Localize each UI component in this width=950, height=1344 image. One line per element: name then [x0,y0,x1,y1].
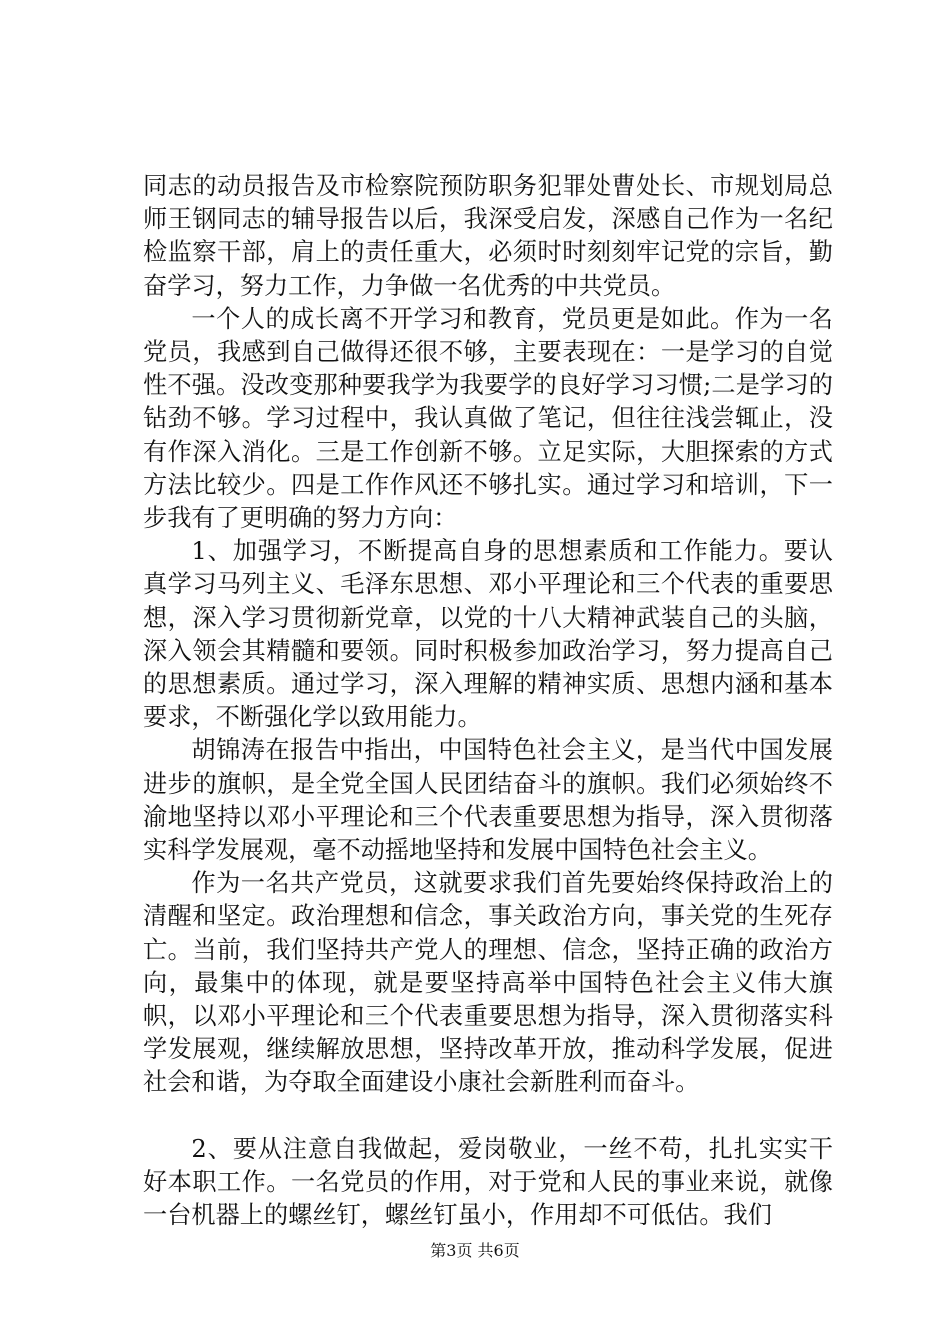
paragraph-6: 2、要从注意自我做起，爱岗敬业，一丝不苟，扎扎实实干好本职工作。一名党员的作用，对于党和人民的事业来说，就像一台机器上的螺丝钉，螺丝钉虽小，作用却不可低估。我们 [143,1134,833,1230]
paragraph-5: 作为一名共产党员，这就要求我们首先要始终保持政治上的清醒和坚定。政治理想和信念，事关政治方向，事关党的生死存亡。当前，我们坚持共产党人的理想、信念，坚持正确的政治方向，最集中的体现，就是要坚持高举中国特色社会主义伟大旗帜，以邓小平理论和三个代表重要思想为指导，深入贯彻落实科学发展观，继续解放思想，坚持改革开放，推动科学发展，促进社会和谐，为夺取全面建设小康社会新胜利而奋斗。 [143,869,833,1097]
paragraph-2: 一个人的成长离不开学习和教育，党员更是如此。作为一名党员，我感到自己做得还很不够，主要表现在：一是学习的自觉性不强。没改变那种要我学为我要学的良好学习习惯;二是学习的钻劲不够。学习过程中，我认真做了笔记，但往往浅尝辄止，没有作深入消化。三是工作创新不够。立足实际，大胆探索的方式方法比较少。四是工作作风还不够扎实。通过学习和培训，下一步我有了更明确的努力方向： [143,304,833,533]
paragraph-3: 1、加强学习，不断提高自身的思想素质和工作能力。要认真学习马列主义、毛泽东思想、邓小平理论和三个代表的重要思想，深入学习贯彻新党章，以党的十八大精神武装自己的头脑，深入领会其精髓和要领。同时积极参加政治学习，努力提高自己的思想素质。通过学习，深入理解的精神实质、思想内涵和基本要求，不断强化学以致用能力。 [143,537,833,732]
paragraph-4: 胡锦涛在报告中指出，中国特色社会主义，是当代中国发展进步的旗帜，是全党全国人民团结奋斗的旗帜。我们必须始终不渝地坚持以邓小平理论和三个代表重要思想为指导，深入贯彻落实科学发展观，毫不动摇地坚持和发展中国特色社会主义。 [143,736,833,865]
page-number-footer: 第3页 共6页 [430,1241,520,1260]
paragraph-1: 同志的动员报告及市检察院预防职务犯罪处曹处长、市规划局总师王钢同志的辅导报告以后，我深受启发，深感自己作为一名纪检监察干部，肩上的责任重大，必须时时刻刻牢记党的宗旨，勤奋学习，努力工作，力争做一名优秀的中共党员。 [143,172,833,300]
document-body [143,170,833,1232]
